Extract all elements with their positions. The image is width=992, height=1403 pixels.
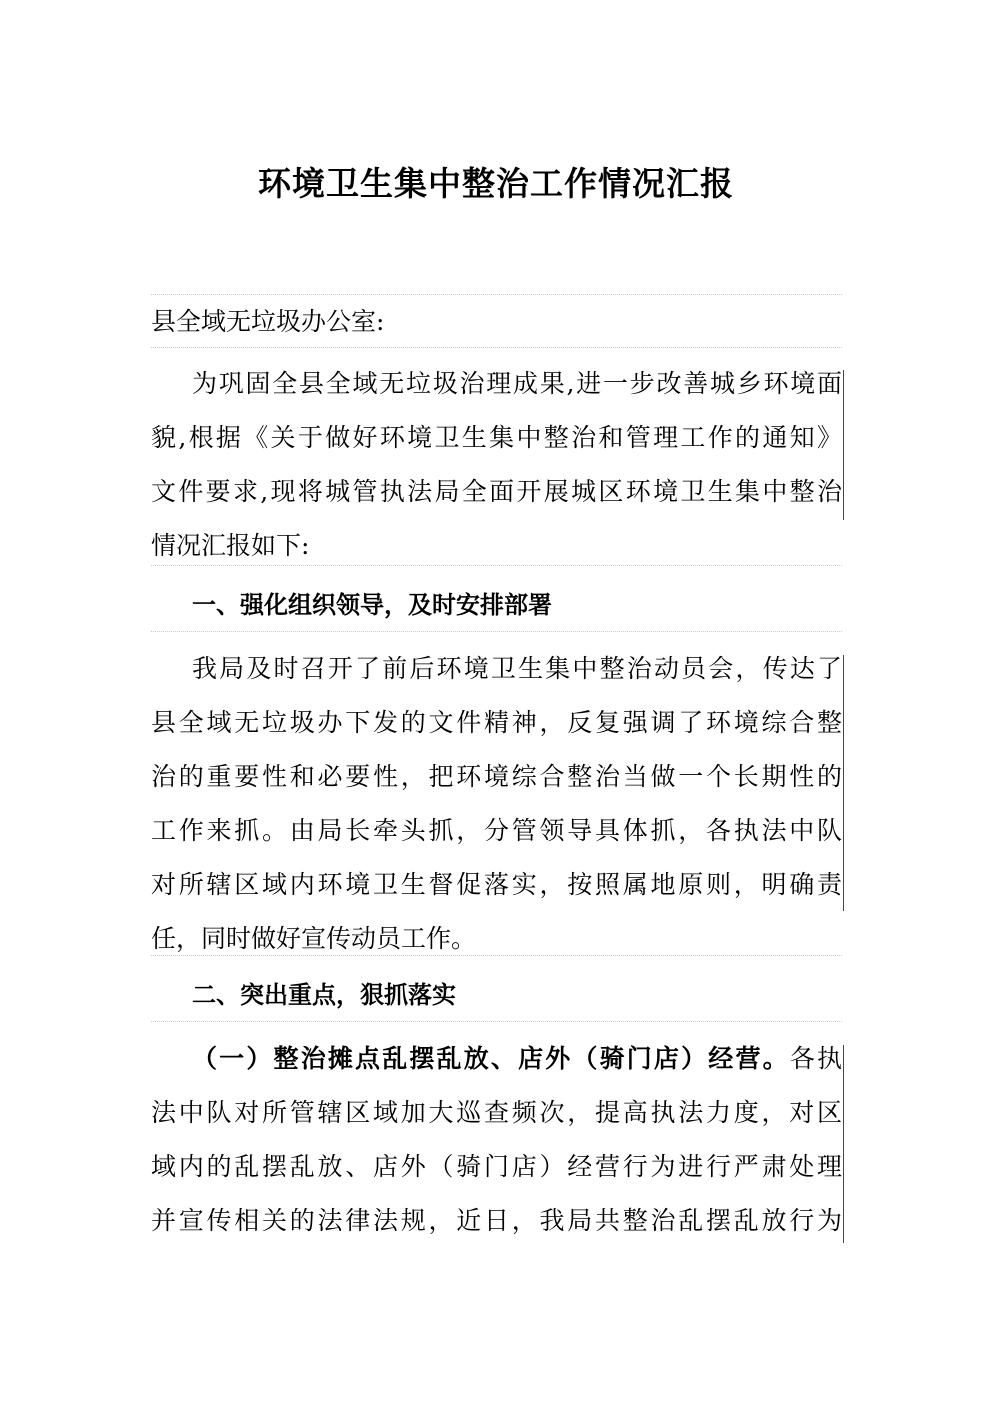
section-1-paragraph <box>151 642 842 966</box>
section-1-line: 县全域无垃圾办下发的文件精神，反复强调了环境综合整 <box>151 708 842 737</box>
intro-line: 为巩固全县全域无垃圾治理成果,进一步改善城乡环境面 <box>192 369 842 398</box>
margin-bar <box>843 370 844 520</box>
section-1-line: 工作来抓。由局长牵头抓，分管领导具体抓，各执法中队 <box>151 816 842 845</box>
line-divider <box>151 565 842 566</box>
line-divider <box>151 955 842 956</box>
subheading-rest: 各执 <box>789 1044 842 1073</box>
section-1-line: 对所辖区域内环境卫生督促落实，按照属地原则，明确责 <box>151 870 842 899</box>
section-2-paragraph <box>151 1032 842 1248</box>
section-2-first-line <box>151 1032 842 1086</box>
intro-line: 文件要求,现将城管执法局全面开展城区环境卫生集中整治 <box>151 477 842 506</box>
line-divider <box>151 347 842 348</box>
salutation: 县全域无垃圾办公室: <box>151 307 385 336</box>
section-2 <box>151 968 842 1022</box>
intro-line: 貌,根据《关于做好环境卫生集中整治和管理工作的通知》 <box>151 423 842 452</box>
margin-bar <box>843 655 844 911</box>
section-1-line: 我局及时召开了前后环境卫生集中整治动员会，传达了 <box>192 654 842 683</box>
subheading-bold: （一）整治摊点乱摆乱放、店外（骑门店）经营。 <box>192 1044 790 1073</box>
section-2-line: 域内的乱摆乱放、店外（骑门店）经营行为进行严肃处理 <box>151 1152 842 1181</box>
intro-line: 情况汇报如下: <box>151 531 310 560</box>
salutation-block <box>151 295 842 349</box>
section-2-line: 法中队对所管辖区域加大巡查频次，提高执法力度，对区 <box>151 1098 842 1127</box>
section-1 <box>151 578 842 632</box>
section-heading: 二、突出重点，狠抓落实 <box>192 981 456 1009</box>
section-1-line: 治的重要性和必要性，把环境综合整治当做一个长期性的 <box>151 762 842 791</box>
line-divider <box>151 1021 842 1022</box>
intro-paragraph <box>151 357 842 573</box>
line-divider <box>151 631 842 632</box>
margin-bar <box>843 1045 844 1243</box>
section-heading: 一、强化组织领导，及时安排部署 <box>192 591 552 619</box>
document-title: 环境卫生集中整治工作情况汇报 <box>258 164 734 203</box>
section-2-line: 并宣传相关的法律法规，近日，我局共整治乱摆乱放行为 <box>151 1206 842 1235</box>
section-1-line: 任，同时做好宣传动员工作。 <box>151 924 477 953</box>
